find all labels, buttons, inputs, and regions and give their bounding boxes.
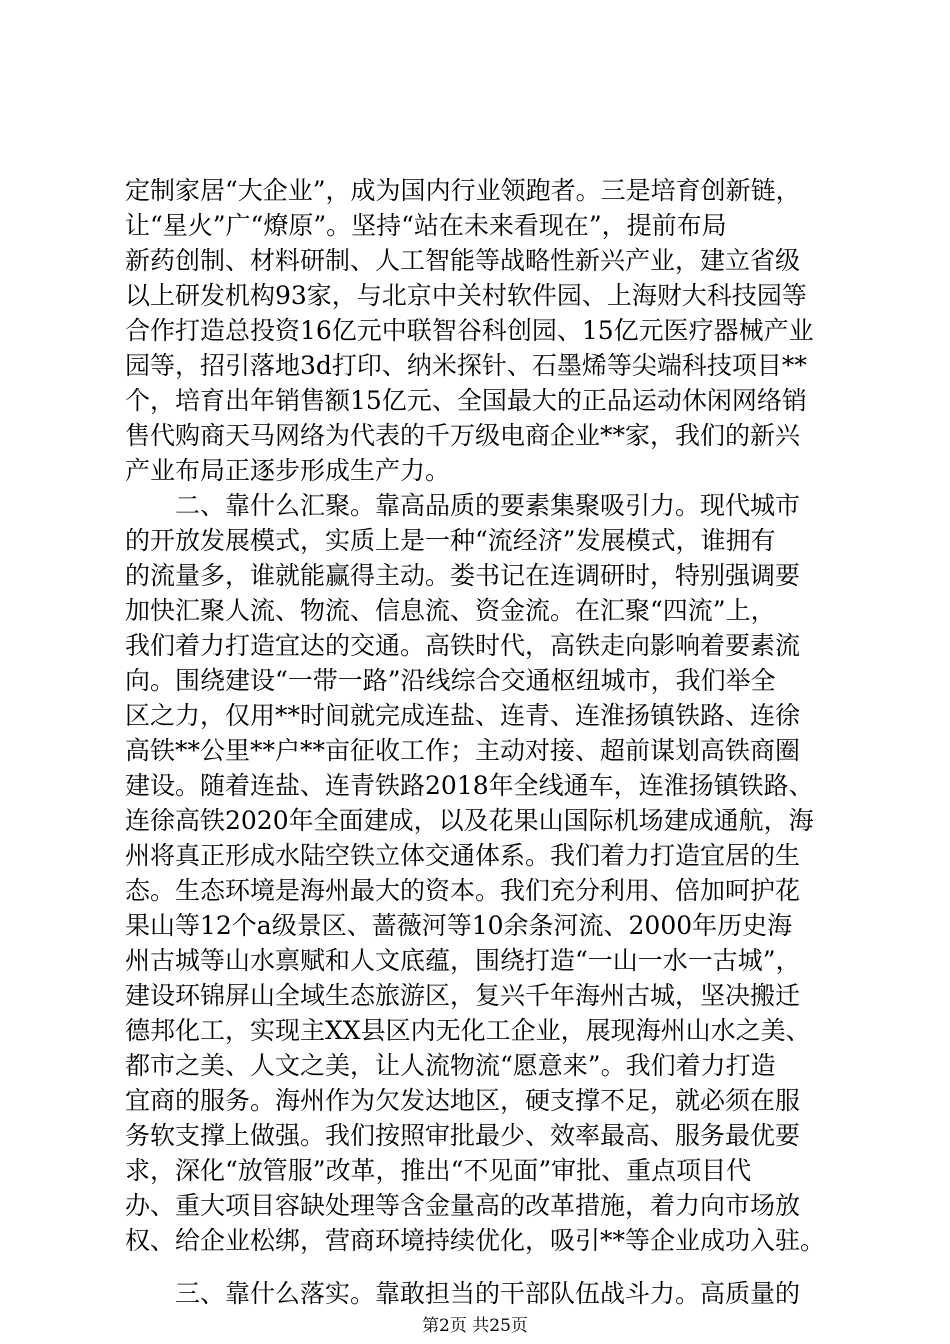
text-line: 连徐高铁2020年全面建成，以及花果山国际机场建成通航，海 xyxy=(125,806,814,835)
text-line: 建设环锦屏山全域生态旅游区，复兴千年海州古城，坚决搬迁 xyxy=(125,981,801,1010)
text-line: 向。围绕建设“一带一路”沿线综合交通枢纽城市，我们举全 xyxy=(125,666,776,695)
text-line: 务软支撑上做强。我们按照审批最少、效率最高、服务最优要 xyxy=(125,1121,801,1150)
text-line: 建设。随着连盐、连青铁路2018年全线通车，连淮扬镇铁路、 xyxy=(125,771,814,800)
text-line: 高铁**公里**户**亩征收工作；主动对接、超前谋划高铁商圈 xyxy=(125,736,801,765)
text-line: 权、给企业松绑，营商环境持续优化，吸引**等企业成功入驻。 xyxy=(125,1226,826,1255)
text-line: 都市之美、人文之美，让人流物流“愿意来”。我们着力打造 xyxy=(125,1051,776,1080)
text-line: 我们着力打造宜达的交通。高铁时代，高铁走向影响着要素流 xyxy=(125,631,801,660)
text-line: 办、重大项目容缺处理等含金量高的改革措施，着力向市场放 xyxy=(125,1191,801,1220)
text-line: 果山等12个a级景区、蔷薇河等10余条河流、2000年历史海 xyxy=(125,911,793,940)
text-line: 的开放发展模式，实质上是一种“流经济”发展模式，谁拥有 xyxy=(125,526,776,555)
text-line: 售代购商天马网络为代表的千万级电商企业**家，我们的新兴 xyxy=(125,421,801,450)
text-line: 新药创制、材料研制、人工智能等战略性新兴产业，建立省级 xyxy=(125,246,801,275)
paragraph-start-line: 二、靠什么汇聚。靠高品质的要素集聚吸引力。现代城市 xyxy=(125,491,801,520)
text-line: 让“星火”广“燎原”。坚持“站在未来看现在”，提前布局 xyxy=(125,211,727,240)
text-line: 州将真正形成水陆空铁立体交通体系。我们着力打造宜居的生 xyxy=(125,841,801,870)
text-line: 态。生态环境是海州最大的资本。我们充分利用、倍加呵护花 xyxy=(125,876,801,905)
text-line: 的流量多，谁就能赢得主动。娄书记在连调研时，特别强调要 xyxy=(125,561,801,590)
text-line: 定制家居“大企业”，成为国内行业领跑者。三是培育创新链， xyxy=(125,176,801,205)
text-line: 合作打造总投资16亿元中联智谷科创园、15亿元医疗器械产业 xyxy=(125,316,814,345)
text-line: 产业布局正逐步形成生产力。 xyxy=(125,456,451,485)
text-line: 区之力，仅用**时间就完成连盐、连青、连淮扬镇铁路、连徐 xyxy=(125,701,801,730)
text-line: 个，培育出年销售额15亿元、全国最大的正品运动休闲网络销 xyxy=(125,386,807,415)
text-line: 州古城等山水禀赋和人文底蕴，围绕打造“一山一水一古城”， xyxy=(125,946,801,975)
text-line: 求，深化“放管服”改革，推出“不见面”审批、重点项目代 xyxy=(125,1156,752,1185)
text-line: 以上研发机构93家，与北京中关村软件园、上海财大科技园等 xyxy=(125,281,807,310)
text-line: 德邦化工，实现主XX县区内无化工企业，展现海州山水之美、 xyxy=(125,1016,811,1045)
text-line: 宜商的服务。海州作为欠发达地区，硬支撑不足，就必须在服 xyxy=(125,1086,801,1115)
text-line: 加快汇聚人流、物流、信息流、资金流。在汇聚“四流”上， xyxy=(125,596,776,625)
page-number-footer: 第2页 共25页 xyxy=(422,1316,528,1336)
text-line: 园等，招引落地3d打印、纳米探针、石墨烯等尖端科技项目** xyxy=(125,351,807,380)
paragraph-start-line: 三、靠什么落实。靠敢担当的干部队伍战斗力。高质量的 xyxy=(125,1279,801,1308)
